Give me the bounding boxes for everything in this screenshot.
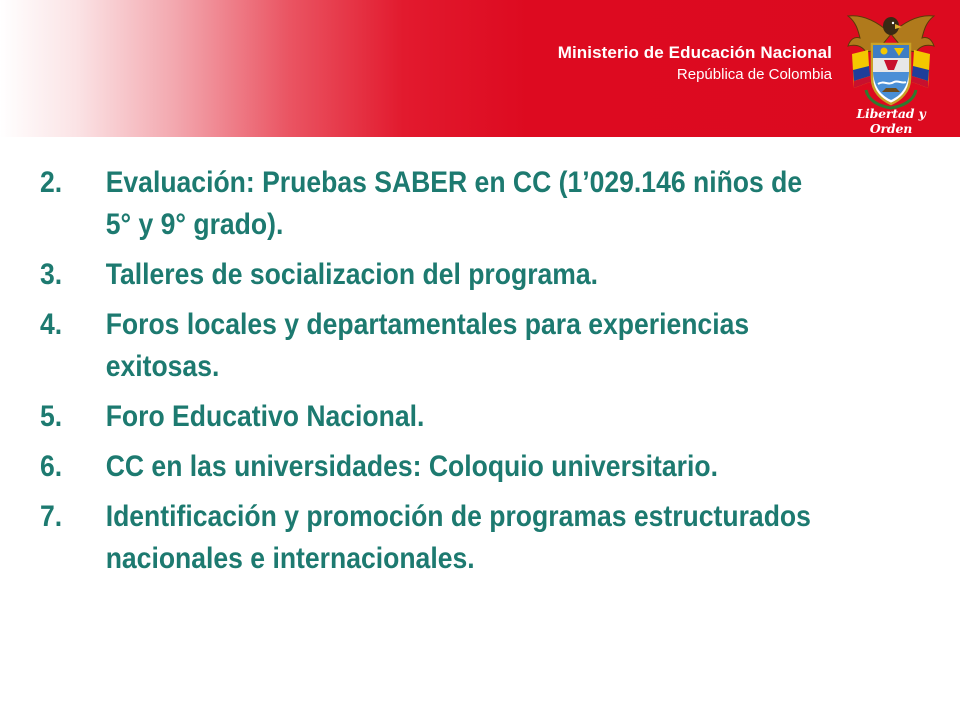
- list-item: [40, 496, 832, 580]
- list-item: [40, 446, 832, 488]
- list-item-text: Foro Educativo Nacional.: [105, 400, 425, 433]
- list-item: [40, 396, 832, 438]
- list-item-text: Foros locales y departamentales para experiencias exitosas.: [105, 308, 750, 383]
- list-item-text: Identificación y promoción de programas estructurados nacionales e internacionales.: [105, 500, 811, 575]
- list-item-number: 7.: [40, 500, 63, 533]
- ministry-name: Ministerio de Educación Nacional: [557, 43, 832, 62]
- list-item-number: 2.: [40, 166, 63, 199]
- list-item-number: 3.: [40, 258, 63, 291]
- bullet-list: [40, 162, 920, 588]
- list-item-text: Talleres de socializacion del programa.: [105, 258, 599, 291]
- list-item-text: CC en las universidades: Coloquio universitario.: [105, 450, 718, 483]
- country-name: República de Colombia: [676, 66, 832, 83]
- list-item-text: Evaluación: Pruebas SABER en CC (1’029.146 niños de 5° y 9° grado).: [105, 166, 803, 241]
- motto-text: Libertad y Orden: [856, 106, 926, 136]
- ministry-heading: [558, 43, 832, 85]
- list-item: [40, 304, 832, 388]
- list-item-number: 6.: [40, 450, 63, 483]
- list-item: [40, 254, 832, 296]
- list-item: [40, 162, 832, 246]
- list-item-number: 5.: [40, 400, 63, 433]
- list-item-number: 4.: [40, 308, 63, 341]
